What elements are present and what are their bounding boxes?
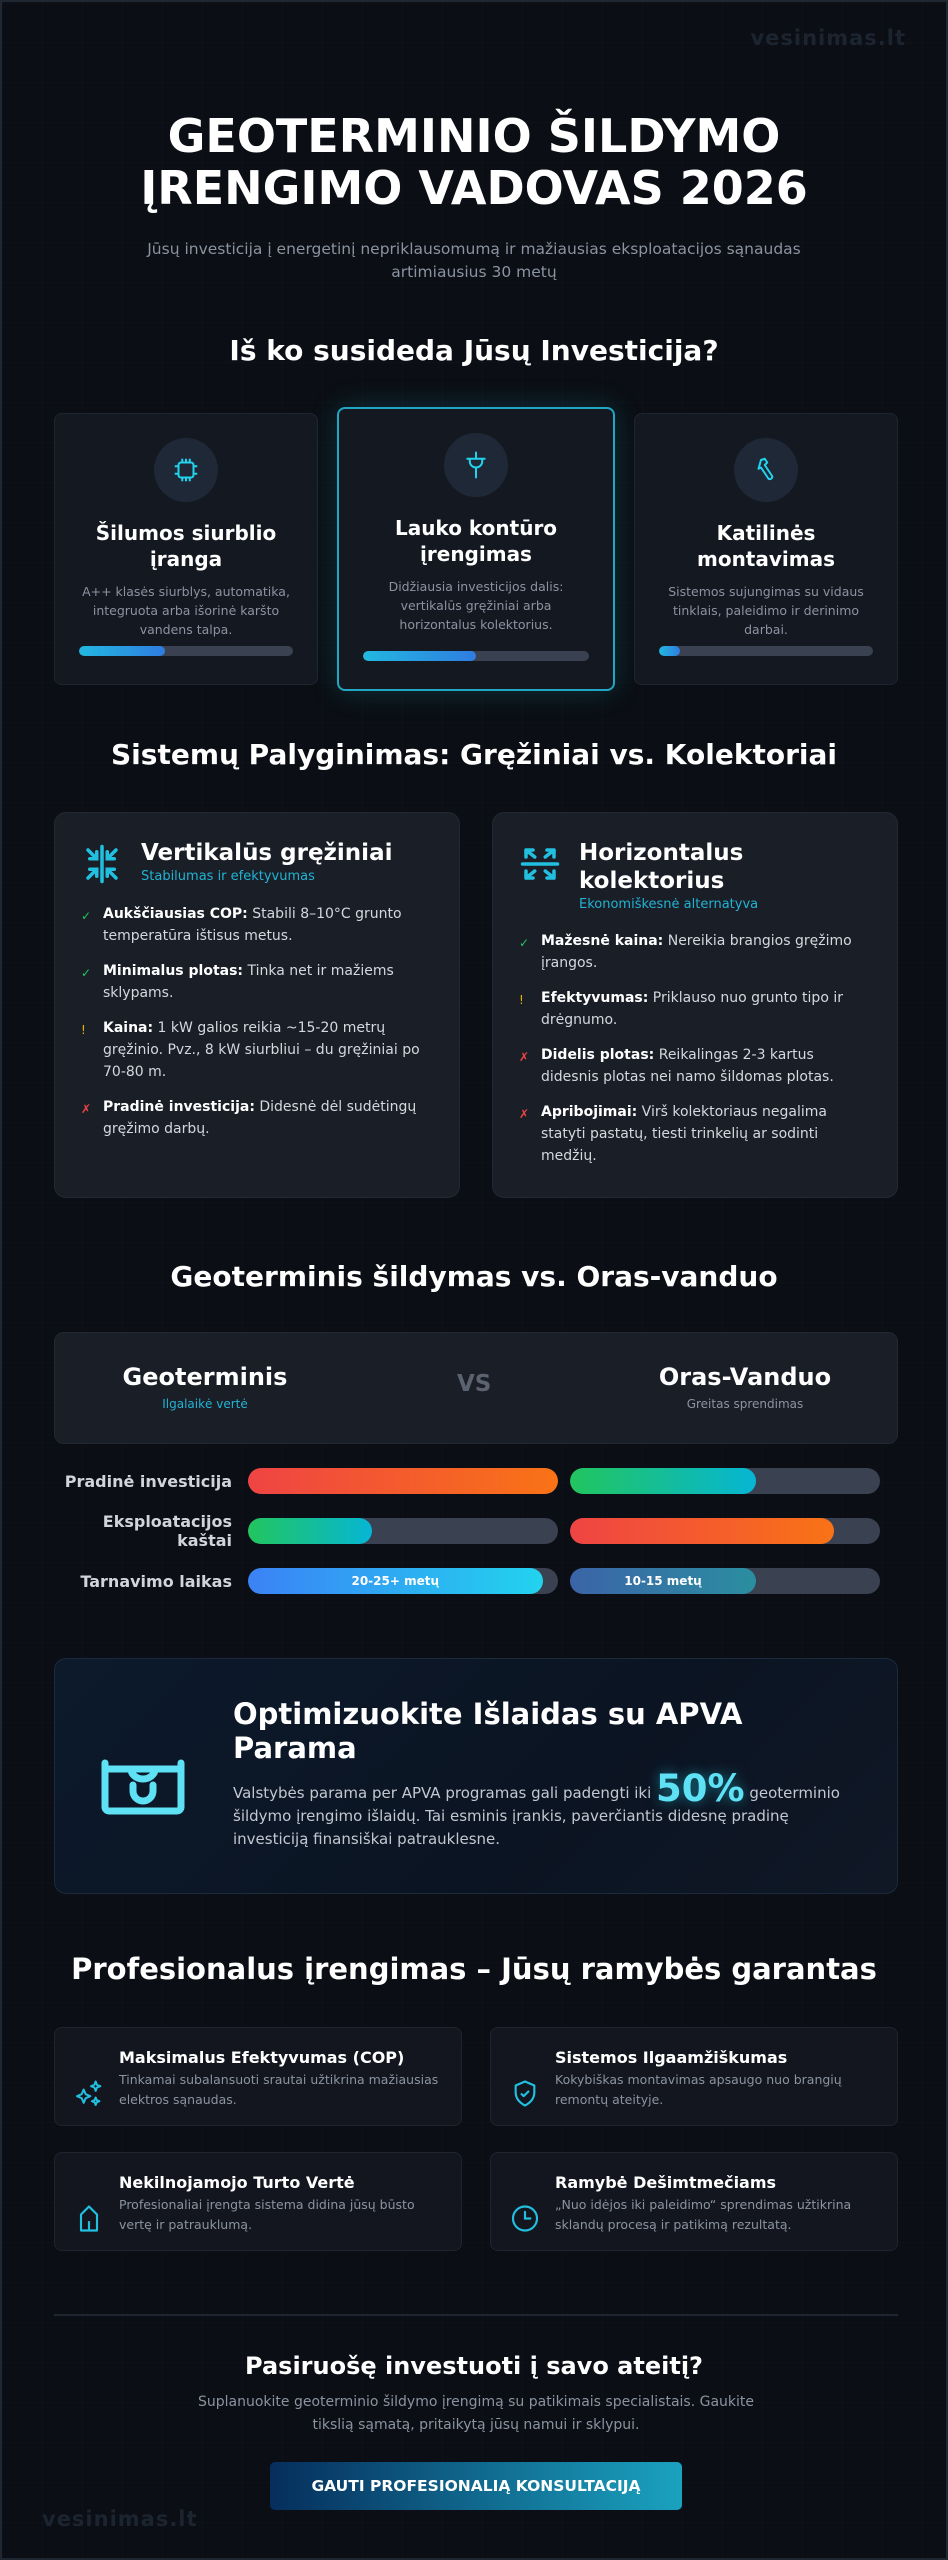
- card-title: Katilinės montavimas: [696, 521, 835, 571]
- feature-card: Ramybė Dešimtmečiams „Nuo idėjos iki paleidimo“ sprendimas užtikrina sklandų procesą ir patikimą rezultatą.: [490, 2152, 898, 2251]
- divider: [54, 2314, 898, 2316]
- clock-icon: [509, 2173, 541, 2250]
- plug-icon: [444, 433, 508, 497]
- warning-icon: !: [519, 993, 524, 1007]
- list-item: ✗ Pradinė investicija: Didesnė dėl sudėtingų gręžimo darbų.: [81, 1096, 433, 1140]
- card-title: Horizontalus kolektorius: [579, 840, 744, 894]
- card-title: Lauko kontūro įrengimas: [394, 516, 558, 566]
- page-subtitle: Jūsų investicija į energetinį nepriklausomumą ir mažiausias eksploatacijos sąnaudas artimiausius 30 metų: [147, 240, 801, 281]
- house-icon: [73, 2173, 105, 2250]
- feature-card: Nekilnojamojo Turto Vertė Profesionaliai įrengta sistema didina jūsų būsto vertę ir patrauklumą.: [54, 2152, 462, 2251]
- list-item: ✓ Aukščiausias COP: Stabili 8–10°C grunto temperatūra ištisus metus.: [81, 903, 433, 947]
- feature-card: Sistemos Ilgaamžiškumas Kokybiškas montavimas apsaugo nuo brangių remontų ateityje.: [490, 2027, 898, 2126]
- watermark-top: vesinimas.lt: [750, 26, 906, 50]
- share-bar: [659, 646, 873, 656]
- vertical-boreholes-card: [54, 812, 460, 1198]
- warning-icon: !: [81, 1023, 86, 1037]
- card-text: A++ klasės siurblys, automatika, integruota arba išorinė karšto vandens talpa.: [82, 584, 290, 637]
- vs-label: VS: [457, 1371, 492, 1397]
- sparkles-icon: [73, 2048, 105, 2125]
- bar-row-operating-costs: Eksploatacijos kaštai: [54, 1518, 898, 1544]
- card-title: Šilumos siurblio įranga: [95, 521, 277, 571]
- horizontal-collector-card: [492, 812, 898, 1198]
- investment-card-loop: [337, 407, 615, 691]
- list-item: ! Kaina: 1 kW galios reikia ~15-20 metrų gręžinio. Pvz., 8 kW siurbliui – du gręžiniai po 70-80 m.: [81, 1017, 433, 1083]
- check-icon: ✓: [81, 966, 92, 980]
- bar-row-lifespan: Tarnavimo laikas 20-25+ metų 10-15 metų: [54, 1568, 898, 1594]
- cta-text: Suplanuokite geoterminio šildymo įrengimą su patikimais specialistais. Gaukite tikslią sąmatą, pritaikytą jūsų namui ir sklypui.: [197, 2394, 755, 2433]
- card-title: Vertikalūs gręžiniai: [141, 840, 393, 866]
- versus-header: [54, 1332, 898, 1444]
- versus-bars: [54, 1468, 898, 1618]
- cross-icon: ✗: [519, 1050, 530, 1064]
- investment-card-pump: [54, 413, 318, 685]
- list-item: ✗ Didelis plotas: Reikalingas 2-3 kartus didesnis plotas nei namo šildomas plotas.: [519, 1044, 871, 1088]
- watermark-bottom: vesinimas.lt: [42, 2507, 198, 2531]
- versus-title: Geoterminis šildymas vs. Oras-vanduo: [170, 1260, 778, 1293]
- share-bar: [363, 651, 589, 661]
- piggy-bank-icon: [101, 1759, 185, 1815]
- apva-text: Valstybės parama per APVA programas gali padengti iki 50% geoterminio šildymo įrengimo išlaidų. Tai esminis įrankis, paverčiantis didesnę pradinę investiciją finansiškai patrauklesne.: [233, 1767, 840, 1848]
- cross-icon: ✗: [519, 1107, 530, 1121]
- apva-title: Optimizuokite Išlaidas su APVA Parama: [233, 1697, 743, 1765]
- feature-card: Maksimalus Efektyvumas (COP) Tinkamai subalansuoti srautai užtikrina mažiausias elektros sąnaudas.: [54, 2027, 462, 2126]
- geothermal-label: Geoterminis: [122, 1363, 288, 1391]
- air-water-tag: Greitas sprendimas: [686, 1397, 804, 1411]
- air-water-bar: 10-15 metų: [570, 1568, 880, 1594]
- card-subtitle: Stabilumas ir efektyvumas: [141, 869, 315, 884]
- comparison-cards: [54, 812, 898, 1198]
- air-water-bar: [570, 1518, 880, 1544]
- apva-section: [54, 1658, 898, 1894]
- pros-cons-list: [81, 903, 433, 1140]
- check-icon: ✓: [81, 909, 92, 923]
- check-icon: ✓: [519, 936, 530, 950]
- cross-icon: ✗: [81, 1102, 92, 1116]
- pros-cons-list: [519, 930, 871, 1167]
- card-text: Sistemos sujungimas su vidaus tinklais, paleidimo ir derinimo darbai.: [668, 584, 864, 637]
- investment-cards: [54, 407, 898, 691]
- geothermal-bar: [248, 1518, 558, 1544]
- hero: [2, 110, 946, 284]
- cta-title: Pasiruošę investuoti į savo ateitį?: [245, 2352, 703, 2380]
- features-title: Profesionalus įrengimas – Jūsų ramybės garantas: [71, 1952, 877, 1986]
- list-item: ✓ Minimalus plotas: Tinka net ir mažiems sklypams.: [81, 960, 433, 1004]
- air-water-bar: [570, 1468, 880, 1494]
- get-consultation-button[interactable]: GAUTI PROFESIONALIĄ KONSULTACIJĄ: [270, 2462, 682, 2510]
- arrows-inward-icon: [81, 843, 123, 885]
- card-subtitle: Ekonomiškesnė alternatyva: [579, 897, 759, 912]
- list-item: ✗ Apribojimai: Virš kolektoriaus negalima statyti pastatų, tiesti trinkelių ar sodinti medžių.: [519, 1101, 871, 1167]
- shield-check-icon: [509, 2048, 541, 2125]
- card-text: Didžiausia investicijos dalis: vertikalūs gręžiniai arba horizontalus kolektorius.: [388, 579, 564, 632]
- investment-title: Iš ko susideda Jūsų Investicija?: [229, 334, 719, 367]
- list-item: ✓ Mažesnė kaina: Nereikia brangios gręžimo įrangos.: [519, 930, 871, 974]
- geothermal-bar: [248, 1468, 558, 1494]
- geothermal-tag: Ilgalaikė vertė: [162, 1397, 248, 1411]
- air-water-label: Oras-Vanduo: [658, 1363, 832, 1391]
- comparison-title: Sistemų Palyginimas: Gręžiniai vs. Kolektoriai: [111, 738, 837, 771]
- features-grid: [54, 2027, 898, 2251]
- share-bar: [79, 646, 293, 656]
- investment-card-boiler-room: [634, 413, 898, 685]
- chip-icon: [154, 438, 218, 502]
- bar-row-initial-investment: Pradinė investicija: [54, 1468, 898, 1494]
- apva-percent: 50%: [656, 1767, 745, 1810]
- page-title: GEOTERMINIO ŠILDYMO ĮRENGIMO VADOVAS 2026: [140, 109, 808, 215]
- tool-icon: [734, 438, 798, 502]
- list-item: ! Efektyvumas: Priklauso nuo grunto tipo ir drėgnumo.: [519, 987, 871, 1031]
- geothermal-bar: 20-25+ metų: [248, 1568, 558, 1594]
- arrows-outward-icon: [519, 843, 561, 885]
